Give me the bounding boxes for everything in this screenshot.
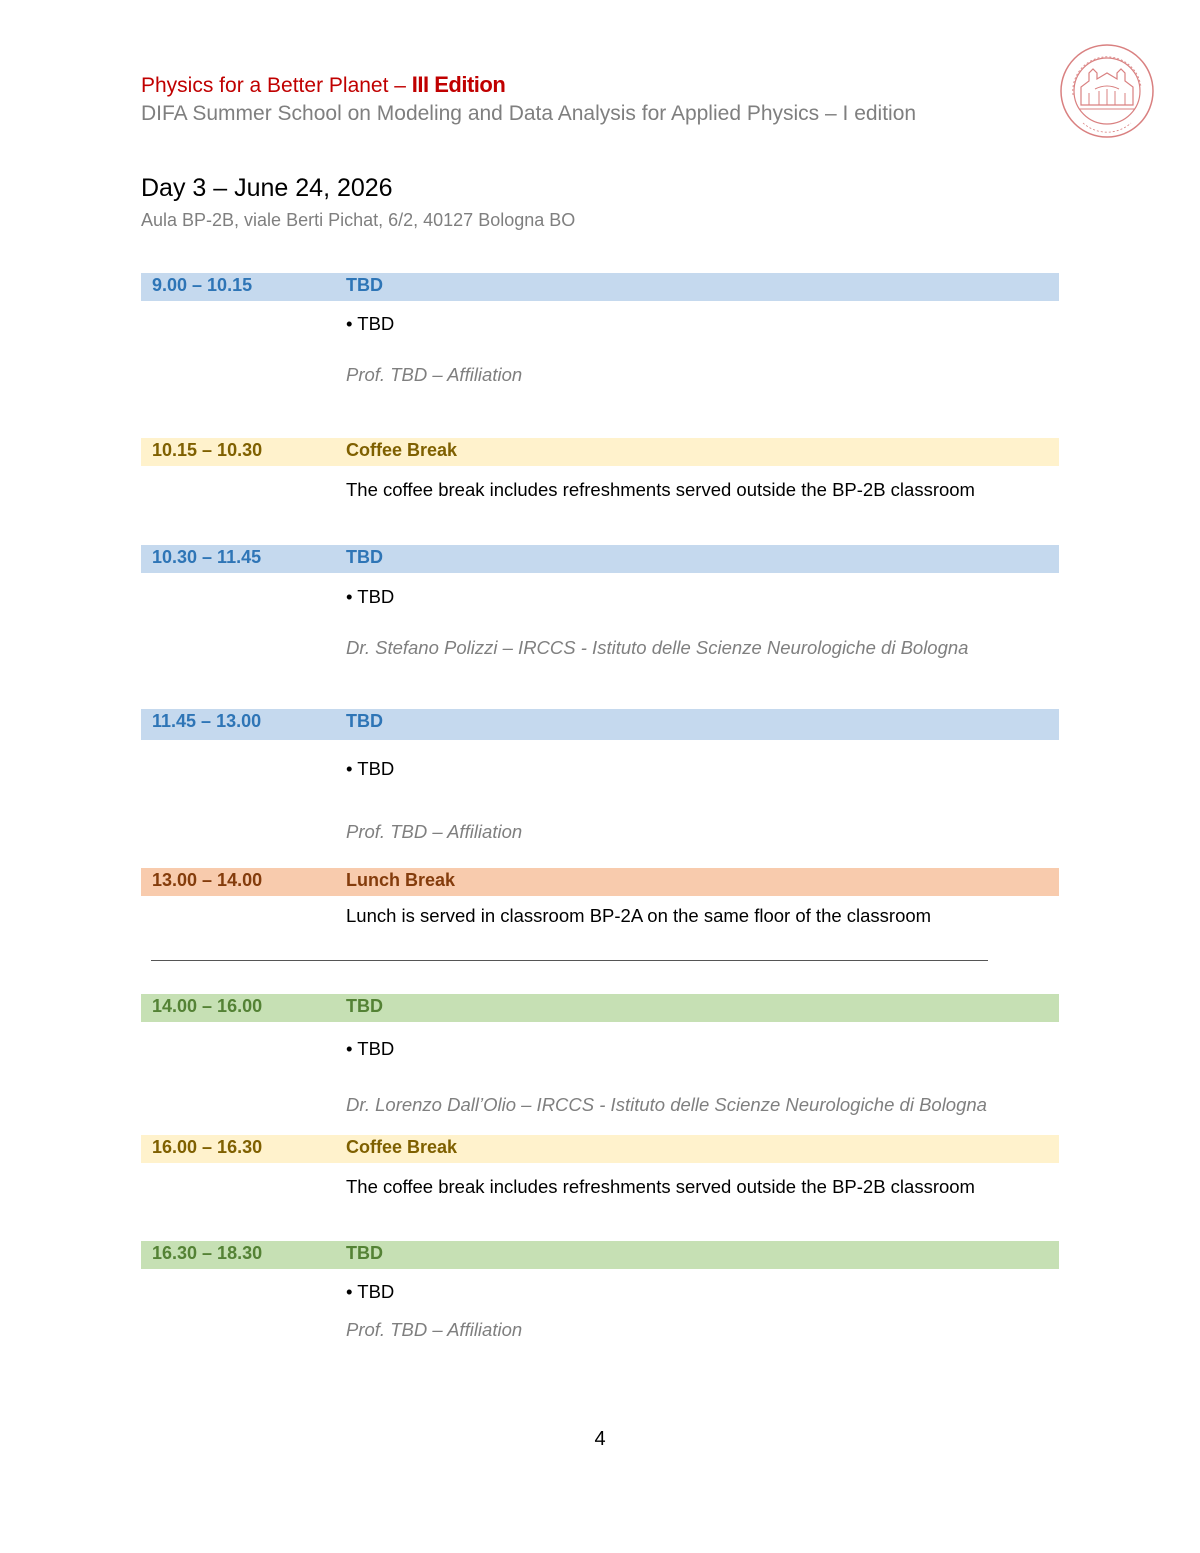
session-speaker: Prof. TBD – Affiliation [346,1319,523,1340]
session-band [141,273,1059,301]
session-time: 13.00 – 14.00 [152,870,263,890]
session-time: 9.00 – 10.15 [152,275,253,295]
session-band [141,545,1059,573]
break-note: Lunch is served in classroom BP-2A on the same floor of the classroom [346,905,932,926]
break-note: The coffee break includes refreshments served outside the BP-2B classroom [346,479,975,500]
session-bullet: • TBD [346,313,395,334]
university-seal-logo [1059,43,1155,139]
session-title: TBD [346,711,383,731]
edition-label: III Edition [411,72,506,97]
session-time: 10.15 – 10.30 [152,440,263,460]
session-title: TBD [346,547,383,567]
session-time: 10.30 – 11.45 [152,547,262,567]
session-speaker: Prof. TBD – Affiliation [346,821,523,842]
break-band [141,868,1059,896]
day-title: Day 3 – June 24, 2026 [141,174,393,202]
session-bullet: • TBD [346,586,395,607]
page-number: 4 [594,1428,606,1450]
session-time: 11.45 – 13.00 [152,711,262,731]
session-time: 16.30 – 18.30 [152,1243,263,1263]
document-subtitle: DIFA Summer School on Modeling and Data Analysis for Applied Physics – I edition [141,102,917,125]
session-speaker: Dr. Lorenzo Dall’Olio – IRCCS - Istituto delle Scienze Neurologiche di Bologna [346,1094,987,1115]
break-note: The coffee break includes refreshments served outside the BP-2B classroom [346,1176,975,1197]
break-band [141,438,1059,466]
session-bullet: • TBD [346,1281,395,1302]
session-title: Coffee Break [346,440,458,460]
session-bullet: • TBD [346,1038,395,1059]
document-title [141,72,505,98]
session-title: Lunch Break [346,870,456,890]
session-title: TBD [346,1243,383,1263]
session-speaker: Prof. TBD – Affiliation [346,364,523,385]
session-title: TBD [346,275,383,295]
section-divider [151,960,988,961]
venue-address: Aula BP-2B, viale Berti Pichat, 6/2, 40127 Bologna BO [141,210,576,230]
session-speaker: Dr. Stefano Polizzi – IRCCS - Istituto delle Scienze Neurologiche di Bologna [346,637,969,658]
session-time: 16.00 – 16.30 [152,1137,263,1157]
session-band [141,994,1059,1022]
session-title: Coffee Break [346,1137,458,1157]
session-band [141,709,1059,740]
session-title: TBD [346,996,383,1016]
title-text: Physics for a Better Planet – [141,74,412,97]
session-time: 14.00 – 16.00 [152,996,263,1016]
break-band [141,1135,1059,1163]
session-band [141,1241,1059,1269]
session-bullet: • TBD [346,758,395,779]
